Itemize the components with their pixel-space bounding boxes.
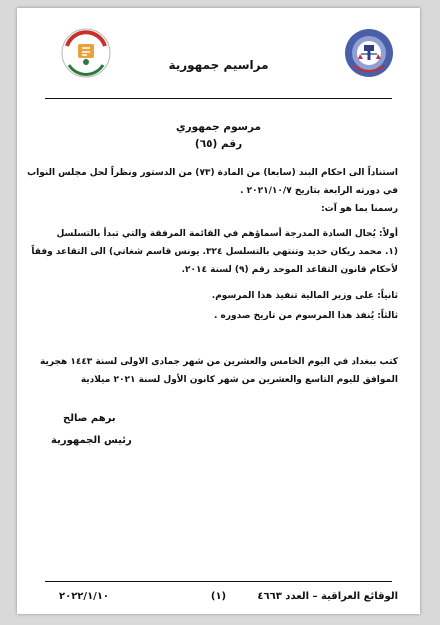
article-first-line-3: لأحكام قانون التقاعد الموحد رقم (٩) لسنة ٢٠١٤. [181,265,398,275]
decree-number: رقم (٦٥) [194,138,243,150]
decreed-line: رسمنا بما هو آت: [321,204,398,214]
footer-rule [45,581,392,582]
article-second: ثانياً: على وزير المالية تنفيذ هذا المرسوم. [211,291,398,301]
decree-heading: مرسوم جمهوري [175,121,262,133]
written-date-line-1: كتب ببغداد في اليوم الخامس والعشرين من شهر جمادى الاولى لسنة ١٤٤٣ هجرية [40,357,398,367]
ministry-emblem-logo [61,28,111,78]
preamble-line-1: استناداً الى احكام البند (سابعا) من المادة (٧٣) من الدستور ونظراً لحل مجلس النواب [27,168,398,178]
signatory-title: رئيس الجمهورية [51,435,132,446]
article-third: ثالثاً: يُنفذ هذا المرسوم من تاريخ صدوره . [213,311,398,321]
signatory-name: برهم صالح [63,413,116,424]
article-first-line-1: أولاً: يُحال السادة المدرجة أسماؤهم في القائمة المرفقة والتي تبدأ بالتسلسل [56,229,398,239]
footer-publication: الوقائع العراقية – العدد ٤٦٦٣ [257,591,398,602]
header-rule [45,98,392,99]
written-date-line-2: الموافق لليوم التاسع والعشرين من شهر كانون الأول لسنة ٢٠٢١ ميلادية [80,375,398,385]
article-first-line-2: (١. محمد ريكان حديد وتنتهي بالتسلسل ٣٢٤. يونس قاسم شغاتي) الى التقاعد وفقاً [31,247,398,257]
document-page [17,8,420,614]
footer-date: ٢٠٢٢/١/١٠ [59,591,110,602]
page-title: مراسيم جمهورية [168,58,269,72]
preamble-line-2: في دورته الرابعة بتاريخ ٢٠٢١/١٠/٧ . [240,186,398,196]
footer-page-number: (١) [210,591,227,602]
